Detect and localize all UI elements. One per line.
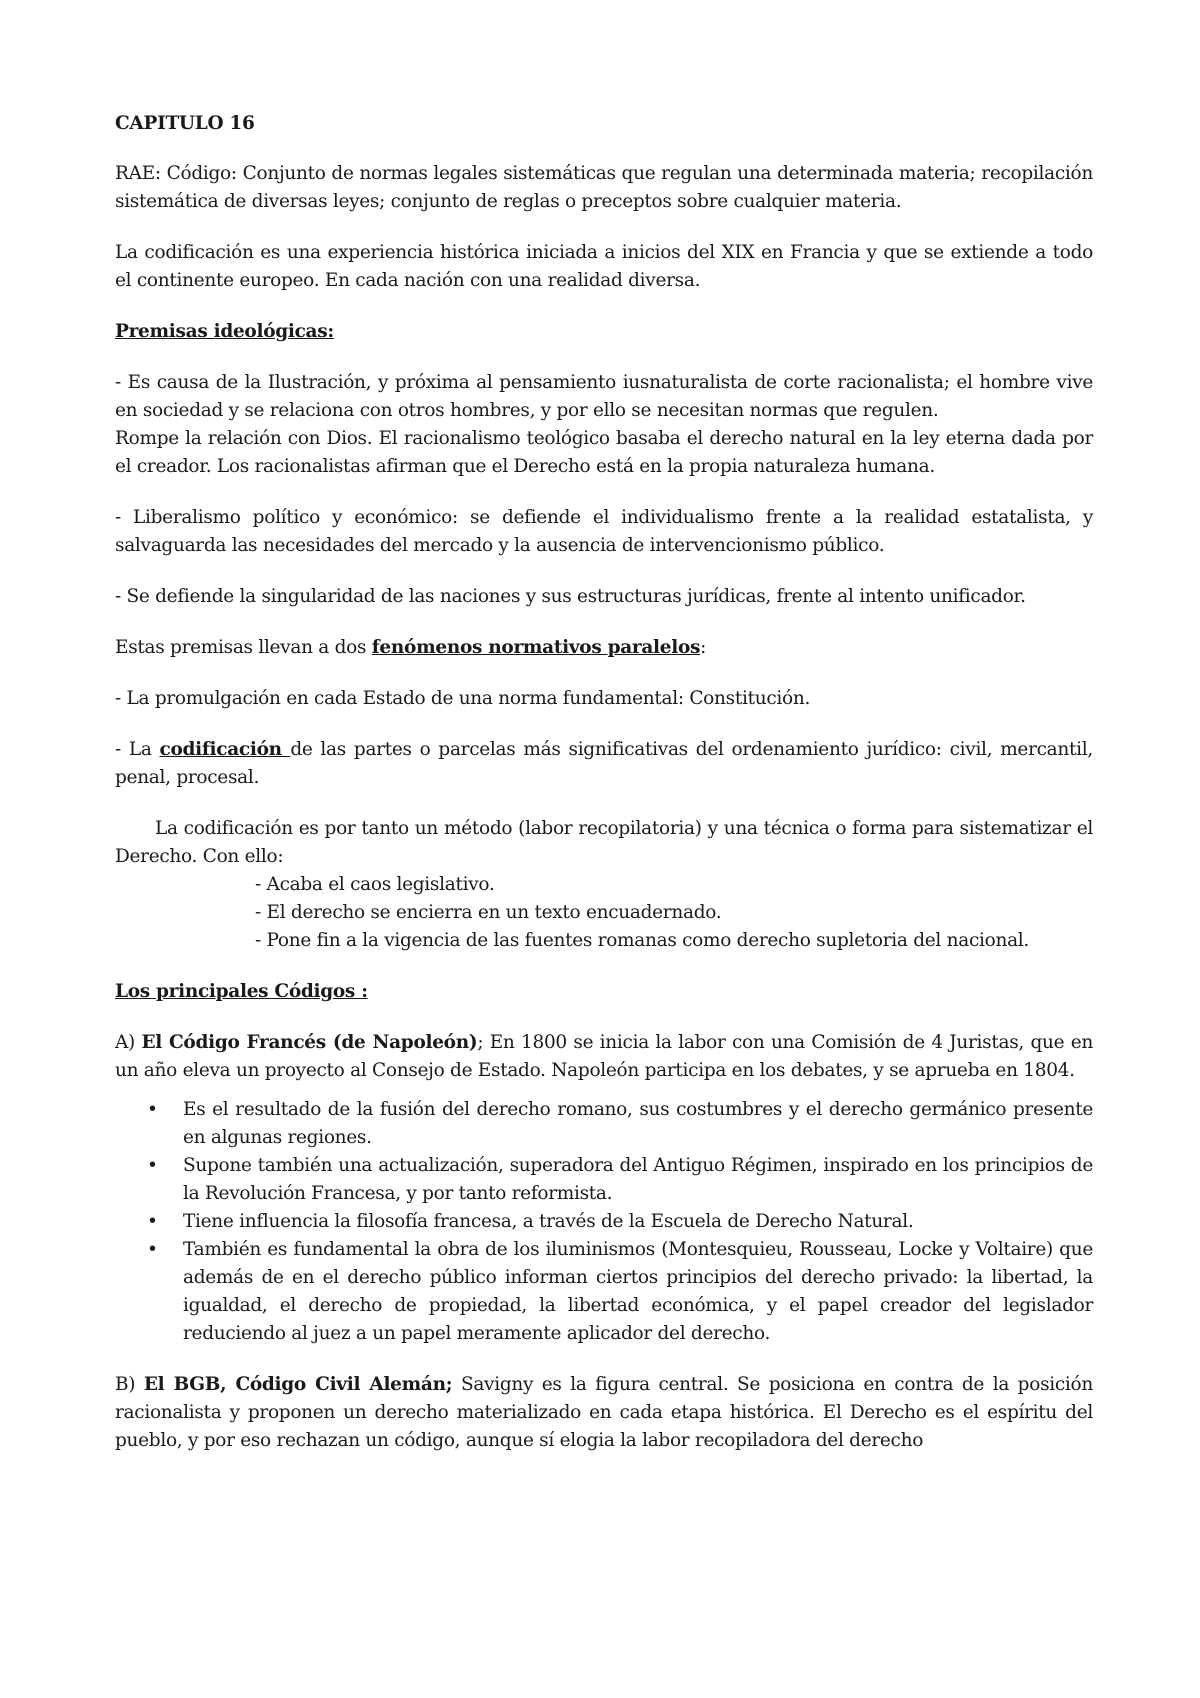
- codigo-aleman-paragraph: [115, 1371, 1093, 1455]
- fenomenos-intro: [115, 634, 1093, 662]
- metodo-item: - Acaba el caos legislativo.: [255, 874, 495, 895]
- metodo-item: - Pone fin a la vigencia de las fuentes romanas como derecho supletoria del nacional.: [255, 930, 1030, 951]
- fenomeno-codificacion-tail: de las partes o parcelas más significativas del ordenamiento jurídico: civil, mercantil, penal, procesal.: [115, 739, 1093, 788]
- bullet-item: • Tiene influencia la filosofía francesa, a través de la Escuela de Derecho Natural.: [183, 1208, 1093, 1236]
- metodo-list: [255, 871, 1093, 955]
- codigo-frances-lead: A): [115, 1032, 142, 1053]
- fenomeno-codificacion-bold: codificación: [159, 739, 291, 760]
- codigo-frances-paragraph: [115, 1029, 1093, 1085]
- chapter-title: CAPITULO 16: [115, 113, 255, 134]
- fenomenos-lead: Estas premisas llevan a dos: [115, 637, 372, 658]
- premisa-liberalismo: - Liberalismo político y económico: se defiende el individualismo frente a la realidad estatalista, y salvaguarda las necesidades del mercado y la ausencia de intervencionismo público.: [115, 507, 1093, 556]
- codigos-heading: Los principales Códigos :: [115, 981, 368, 1002]
- fenomeno-constitucion: - La promulgación en cada Estado de una norma fundamental: Constitución.: [115, 688, 811, 709]
- codigo-frances-title: El Código Francés (de Napoleón): [141, 1032, 478, 1053]
- codigo-aleman-lead: B): [115, 1374, 144, 1395]
- metodo-paragraph: La codificación es por tanto un método (labor recopilatoria) y una técnica o forma para sistematizar el Derecho. Con ello:: [115, 818, 1093, 867]
- bullet-item: • Es el resultado de la fusión del derecho romano, sus costumbres y el derecho germánico presente en algunas regiones.: [183, 1096, 1093, 1152]
- codigo-aleman-title: El BGB, Código Civil Alemán;: [143, 1374, 453, 1395]
- bullet-item: • También es fundamental la obra de los iluminismos (Montesquieu, Rousseau, Locke y Voltaire) que además de en el derecho público informan ciertos principios del derecho privado: la libertad, la igualdad, el derecho de propiedad, la libertad económica, y el papel creador del legislador reduciendo al juez a un papel meramente aplicador del derecho.: [183, 1236, 1093, 1348]
- intro-paragraph: La codificación es una experiencia histórica iniciada a inicios del XIX en Francia y que se extiende a todo el continente europeo. En cada nación con una realidad diversa.: [115, 242, 1093, 291]
- bullet-item: • Supone también una actualización, superadora del Antiguo Régimen, inspirado en los principios de la Revolución Francesa, y por tanto reformista.: [183, 1152, 1093, 1208]
- premisa-ilustracion-b: Rompe la relación con Dios. El racionalismo teológico basaba el derecho natural en la ley eterna dada por el creador. Los racionalistas afirman que el Derecho está en la propia naturaleza humana.: [115, 428, 1093, 477]
- document-body: [115, 110, 1093, 1478]
- rae-definition: [115, 160, 1093, 216]
- codigo-frances-tail: ; En 1800 se inicia la labor con una Comisión de 4 Juristas, que en un año eleva un proyecto al Consejo de Estado. Napoleón participa en los debates, y se aprueba en 1804.: [115, 1032, 1093, 1081]
- fenomeno-codificacion: [115, 736, 1093, 792]
- fenomenos-tail: :: [700, 637, 707, 658]
- premisa-naciones: - Se defiende la singularidad de las naciones y sus estructuras jurídicas, frente al intento unificador.: [115, 586, 1026, 607]
- metodo-item: - El derecho se encierra en un texto encuadernado.: [255, 902, 722, 923]
- fenomeno-codificacion-lead: - La: [115, 739, 160, 760]
- rae-lead: RAE: Código:: [115, 163, 243, 184]
- fenomenos-bold: fenómenos normativos paralelos: [371, 637, 701, 658]
- codigo-aleman-tail: Savigny es la figura central. Se posiciona en contra de la posición racionalista y proponen un derecho materializado en cada etapa histórica. El Derecho es el espíritu del pueblo, y por eso rechazan un código, aunque sí elogia la labor recopiladora del derecho: [115, 1374, 1094, 1451]
- premisa-ilustracion-a: - Es causa de la Ilustración, y próxima al pensamiento iusnaturalista de corte racionalista; el hombre vive en sociedad y se relaciona con otros hombres, y por ello se necesitan normas que regulen.: [115, 372, 1093, 421]
- rae-text: Conjunto de normas legales sistemáticas que regulan una determinada materia; recopilación sistemática de diversas leyes; conjunto de reglas o preceptos sobre cualquier materia.: [115, 163, 1094, 212]
- premisas-heading: Premisas ideológicas:: [115, 321, 334, 342]
- codigo-frances-bullets: [115, 1096, 1093, 1348]
- premisa-ilustracion: [115, 369, 1093, 481]
